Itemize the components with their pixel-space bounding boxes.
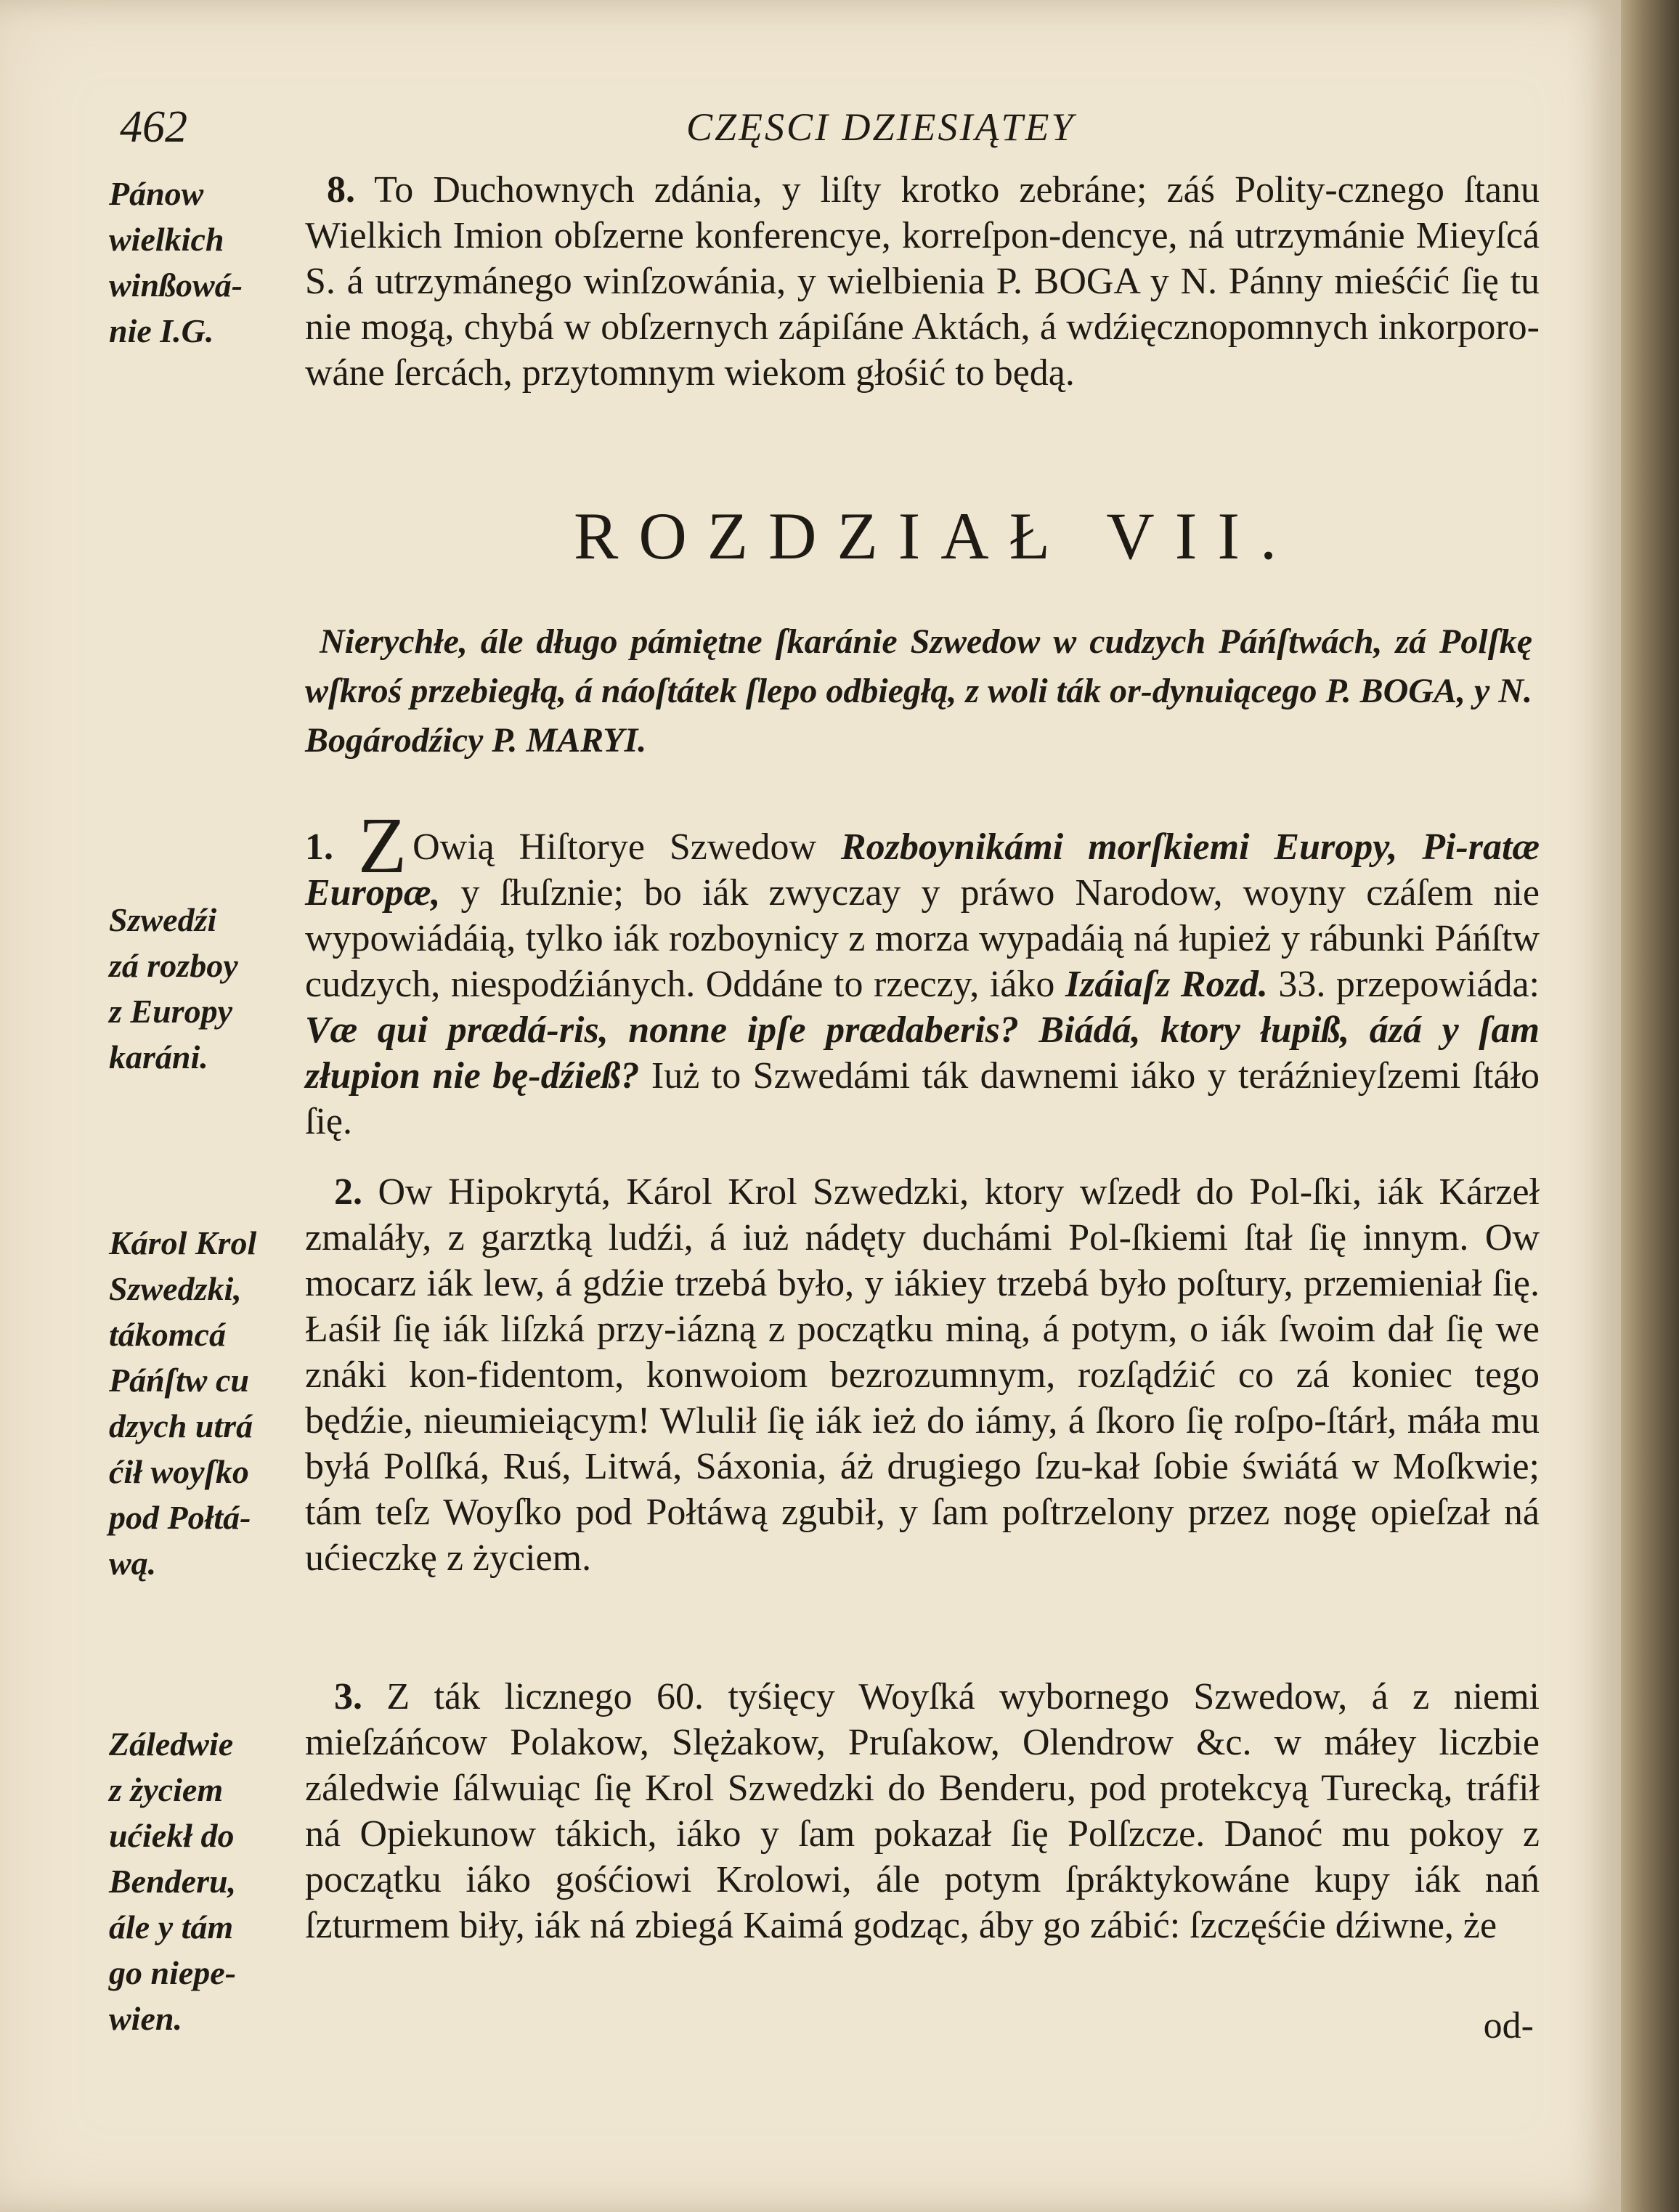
paragraph-text: Ow Hipokrytá, Károl Krol Szwedzki, ktory wſzedł do Pol-ſki, iák Kárzeł zmaláły, z garztką ludźi, á iuż nádęty duchámi Pol-ſkiemi ſtał ſię innym. Ow mocarz iák lew, á gdźie trzebá było, y iákiey trzebá było poſtury, przemieniał ſię. Łaśił ſię iák liſzká przy-iázną z początku miną, á potym, o iák ſwoim dał ſię we znáki kon-fidentom, konwoiom bezrozumnym, rozſądźić co zá koniec tego będźie, nieumieiącym! Wlulił ſię iák ież do iámy, á ſkoro ſię roſpo-ſtárł, máła mu byłá Polſká, Ruś, Litwá, Sáxonia, áż drugiego ſzu-kał ſobie świátá w Moſkwie; tám teſz Woyſko pod Połtáwą zgubił, y ſam poſtrzelony przez nogę opieſzał ná ućieczkę z życiem. [305,1171,1540,1579]
page-header [120,102,1543,160]
margin-note-line: Záledwie [109,1725,234,1762]
citation: Izáiaſz Rozd. [1065,964,1268,1005]
margin-note-line: Benderu, [109,1863,237,1900]
chapter-summary: Nierychłe, ále długo pámiętne ſkaránie Szwedow w cudzych Páńſtwách, zá Polſkę wſkroś przebiegłą, á náoſtátek ſlepo odbiegłą, z woli ták or-dynuiącego P. BOGA, y N. Bogárodźicy P. MARYI. [305,622,1532,760]
margin-note-line: z życiem [109,1771,224,1808]
page-number: 462 [120,102,187,152]
margin-note-line: wielkich [109,221,224,258]
paragraph-2 [305,1169,1540,1581]
margin-note-line: wą. [109,1545,157,1582]
italic-phrase: Rozboynikámi morſkiemi Europy, Pi-ratæ Europæ, [305,826,1540,914]
margin-note-line: z Europy [109,993,232,1030]
section-number: 2. [334,1171,362,1213]
margin-note [109,1721,305,2041]
paragraph-text: To Duchownych zdánia, y liſty krotko zebráne; záś Polity-cznego ſtanu Wielkich Imion obſzerne konferencye, korreſpon-dencye, ná utrzymánie Mieyſcá S. á utrzymánego winſzowánia, y wielbienia P. BOGA y N. Pánny mieśćić ſię tu nie mogą, chybá w obſzernych zápiſáne Aktách, á wdźięcznopomnych inkorporo-wáne ſercách, przytomnym wiekom głośić to będą. [305,169,1540,394]
margin-note [109,1220,305,1586]
paragraph-text: Z ták licznego 60. tyśięcy Woyſká wybornego Szwedow, á z niemi mieſzáńcow Polakow, Slężakow, Pruſakow, Olendrow &c. w máłey liczbie záledwie ſálwuiąc ſię Krol Szwedzki do Benderu, pod protekcyą Turecką, tráfił ná Opiekunow tákich, iáko y ſam pokazał ſię Polſzcze. Danoć mu pokoy z początku iáko gośćiowi Krolowi, ále potym ſpráktykowáne kupy iák nań ſzturmem biły, iák ná zbiegá Kaimá godząc, áby go zábić: ſzczęśćie dźiwne, że [305,1676,1540,1946]
paragraph-3 [305,1674,1540,1948]
margin-note-line: nie I.G. [109,312,214,349]
margin-note-line: ále y tám [109,1908,234,1945]
margin-note-line: karáni. [109,1038,208,1075]
margin-note-line: zá rozboy [109,947,238,984]
margin-note-line: Szwedźi [109,901,217,938]
margin-note-line: pod Połtá- [109,1499,251,1536]
margin-note-line: tákomcá [109,1316,226,1353]
margin-note [109,897,305,1080]
section-number: 1. [305,826,333,868]
margin-note-line: dzych utrá [109,1407,253,1444]
margin-note-line: Páńſtw cu [109,1362,249,1399]
margin-note-line: ćił woyſko [109,1453,249,1490]
margin-note-line: wien. [109,2000,182,2037]
paragraph-text: Owią Hiſtorye Szwedow [412,826,817,868]
section-number: 3. [334,1676,362,1717]
paragraph-text: y ſłuſznie; bo iák zwyczay y práwo Narodow, woyny czáſem nie wypowiádáią, tylko iák rozboynicy z morza wypadáią ná łupież y rábunki Páńſtw cudzych, niespodźiánych. Oddáne to rzeczy, iáko [305,872,1540,1005]
margin-note-line: Pánow [109,175,204,212]
paragraph-1 [305,801,1540,1144]
margin-note [109,171,305,354]
margin-note-line: Szwedzki, [109,1270,242,1307]
paragraph-text: 33. przepowiáda: [1278,964,1540,1005]
book-spine [1621,0,1679,2212]
drop-cap: Z [357,801,407,890]
margin-note-line: ućiekł do [109,1817,235,1854]
catchword: od- [1483,2005,1534,2046]
margin-note-line: Károl Krol [109,1224,257,1261]
latin-quote: Væ qui prædá-ris, nonne ipſe prædaberis? Biádá, ktory łupiß, ázá y ſam złupion nie bę-dźieß? [305,1009,1540,1097]
chapter-heading: ROZDZIAŁ VII. [574,499,1297,573]
paragraph-8 [305,167,1540,396]
paragraph-text: Iuż to Szwedámi ták dawnemi iáko y teráźnieyſzemi ſtáło ſię. [305,1055,1540,1142]
margin-note-line: winßowá- [109,267,243,304]
margin-note-line: go niepe- [109,1954,237,1991]
running-title: CZĘSCI DZIESIĄTEY [686,105,1076,149]
section-number: 8. [327,169,355,211]
